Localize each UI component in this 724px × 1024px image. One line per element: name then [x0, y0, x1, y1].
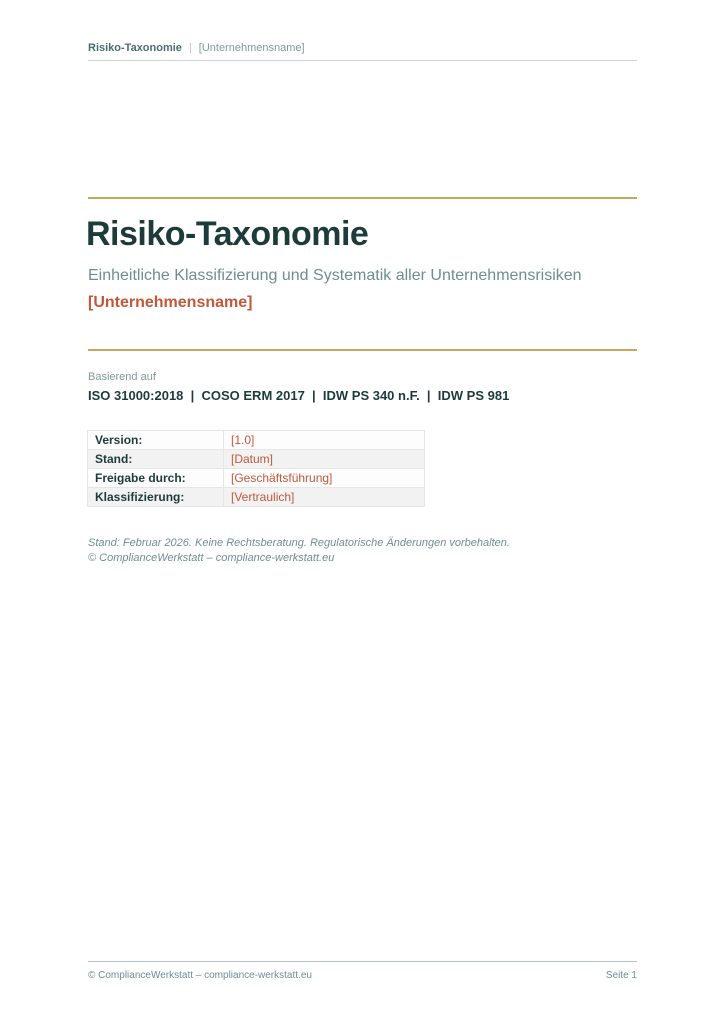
header-divider — [88, 60, 637, 61]
meta-label-freigabe: Freigabe durch: — [88, 469, 224, 488]
meta-label-stand: Stand: — [88, 450, 224, 469]
page-subtitle: Einheitliche Klassifizierung und Systematik aller Unternehmensrisiken — [88, 267, 582, 284]
meta-label-klassifizierung: Klassifizierung: — [88, 488, 224, 507]
company-name-placeholder: [Unternehmensname] — [88, 294, 253, 311]
running-header-company: [Unternehmensname] — [198, 42, 305, 54]
table-row — [88, 431, 425, 450]
standards-list: ISO 31000:2018 | COSO ERM 2017 | IDW PS 340 n.F. | IDW PS 981 — [88, 388, 510, 403]
running-header — [88, 42, 637, 55]
table-row — [88, 469, 425, 488]
running-header-title: Risiko-Taxonomie — [88, 42, 182, 54]
title-accent-rule-top — [88, 197, 637, 199]
table-row — [88, 450, 425, 469]
title-accent-rule-bottom — [88, 349, 637, 351]
meta-value-klassifizierung: [Vertraulich] — [224, 488, 425, 507]
table-row — [88, 488, 425, 507]
footer-page-number: Seite 1 — [605, 970, 637, 981]
page-footer — [88, 970, 637, 981]
meta-value-freigabe: [Geschäftsführung] — [224, 469, 425, 488]
running-header-separator: | — [188, 42, 192, 54]
page-title: Risiko-Taxonomie — [86, 215, 369, 253]
meta-value-stand: [Datum] — [224, 450, 425, 469]
meta-label-version: Version: — [88, 431, 224, 450]
footer-divider — [88, 961, 637, 962]
document-meta-table — [87, 430, 425, 507]
legal-note-line1: Stand: Februar 2026. Keine Rechtsberatung. Regulatorische Änderungen vorbehalten. — [88, 537, 510, 549]
legal-note-line2: © ComplianceWerkstatt – compliance-werkstatt.eu — [88, 552, 335, 564]
meta-value-version: [1.0] — [224, 431, 425, 450]
standards-intro: Basierend auf — [88, 371, 156, 383]
legal-notes — [88, 536, 510, 566]
footer-copyright: © ComplianceWerkstatt – compliance-werkstatt.eu — [88, 970, 312, 981]
